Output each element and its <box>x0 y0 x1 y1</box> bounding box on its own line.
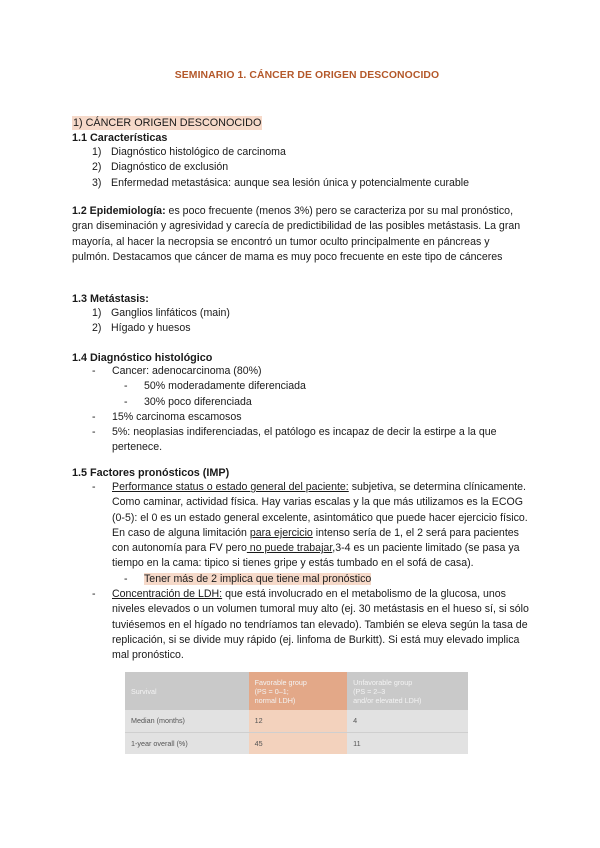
list-item: 1) Ganglios linfáticos (main) <box>92 307 230 319</box>
table-header: Survival <box>131 686 157 696</box>
list-item: - 5%: neoplasias indiferenciadas, el patólogo es incapaz de decir la estirpe a la que pertenece. <box>92 426 497 454</box>
heading-metastasis: 1.3 Metástasis: <box>72 293 149 305</box>
table-cell: 4 <box>353 716 358 726</box>
list-item: 3) Enfermedad metastásica: aunque sea lesión única y potencialmente curable <box>92 176 470 189</box>
table-row <box>125 732 468 754</box>
list-item: - 15% carcinoma escamosos <box>92 410 242 423</box>
heading-diagnostico-histologico: 1.4 Diagnóstico histológico <box>72 352 213 364</box>
list-item: 2) Diagnóstico de exclusión <box>92 161 229 174</box>
section-heading: 1) CÁNCER ORIGEN DESCONOCIDO <box>73 117 262 129</box>
table-cell: 1-year overall (%) <box>131 738 188 748</box>
list-item: - 30% poco diferenciada <box>124 395 252 408</box>
table-cell: 45 <box>249 732 348 754</box>
list-item: - Cancer: adenocarcinoma (80%) <box>92 365 262 377</box>
list-item-performance-status: - Performance status o estado general del paciente: subjetiva, se determina clínicamente. Como caminar, actividad física. Hay varias escalas y la que más utilizamos es la ECOG (0-5): el 0 es un estado general excelente, asintomático que puede hacer ejercicio físico. En caso de alguna limitación para ejercicio intenso sería de 1, el 2 será para pacientes con autonomía para FV pero no puede trabajar,3-4 es un paciente limitado (se pasa ya tiempo en la cama: tipico si tienes gripe y estás tumbado en el sofá de casa). <box>92 481 528 570</box>
table-cell: 11 <box>353 738 361 748</box>
table-cell: Median (months) <box>131 716 185 726</box>
caracteristicas-list <box>92 145 470 191</box>
list-item: 1) Diagnóstico histológico de carcinoma <box>92 146 286 158</box>
heading-epidemiologia: 1.2 Epidemiología: <box>72 205 166 217</box>
epidemiologia-paragraph: 1.2 Epidemiología: es poco frecuente (menos 3%) pero se caracteriza por su mal pronóstico, gran diseminación y agresividad y carecía de predictibilidad de las posibles metástasis. La gran mayoría, al hacer la necropsia se encontró un tumor oculto principalmente en páncreas y pulmón. Destacamos que cáncer de mama es muy poco frecuente en este tipo de cánceres <box>72 205 521 263</box>
histologia-list <box>92 364 532 456</box>
list-item-highlight: - Tener más de 2 implica que tiene mal pronóstico <box>124 572 372 585</box>
heading-factores-pronosticos: 1.5 Factores pronósticos (IMP) <box>72 467 230 479</box>
list-item: 2) Hígado y huesos <box>92 322 191 335</box>
heading-caracteristicas: 1.1 Características <box>72 132 168 144</box>
table-row <box>125 710 468 732</box>
list-item-ldh: - Concentración de LDH: que está involucrado en el metabolismo de la glucosa, unos niveles elevados o un volumen tumoral muy alto (ej. 30 metástasis en el hueso sí, si sólo tuviésemos en el hígado no tendríamos tan elevado). También se eleva según la tasa de replicación, si se divide muy rápido (ej. linfoma de Burkitt). Si está muy elevado implica mal pronóstico. <box>92 588 529 662</box>
table-header-favorable: Favorable group (PS = 0–1; normal LDH) <box>249 672 348 710</box>
table-cell: 12 <box>249 710 348 732</box>
metastasis-list <box>92 306 230 337</box>
survival-table <box>125 672 468 754</box>
document-title: SEMINARIO 1. CÁNCER DE ORIGEN DESCONOCIDO <box>174 70 440 81</box>
table-header-unfavorable: Unfavorable group (PS = 2–3 and/or elevated LDH) <box>353 677 422 705</box>
factores-list <box>92 480 532 664</box>
list-item: - 50% moderadamente diferenciada <box>124 380 306 393</box>
